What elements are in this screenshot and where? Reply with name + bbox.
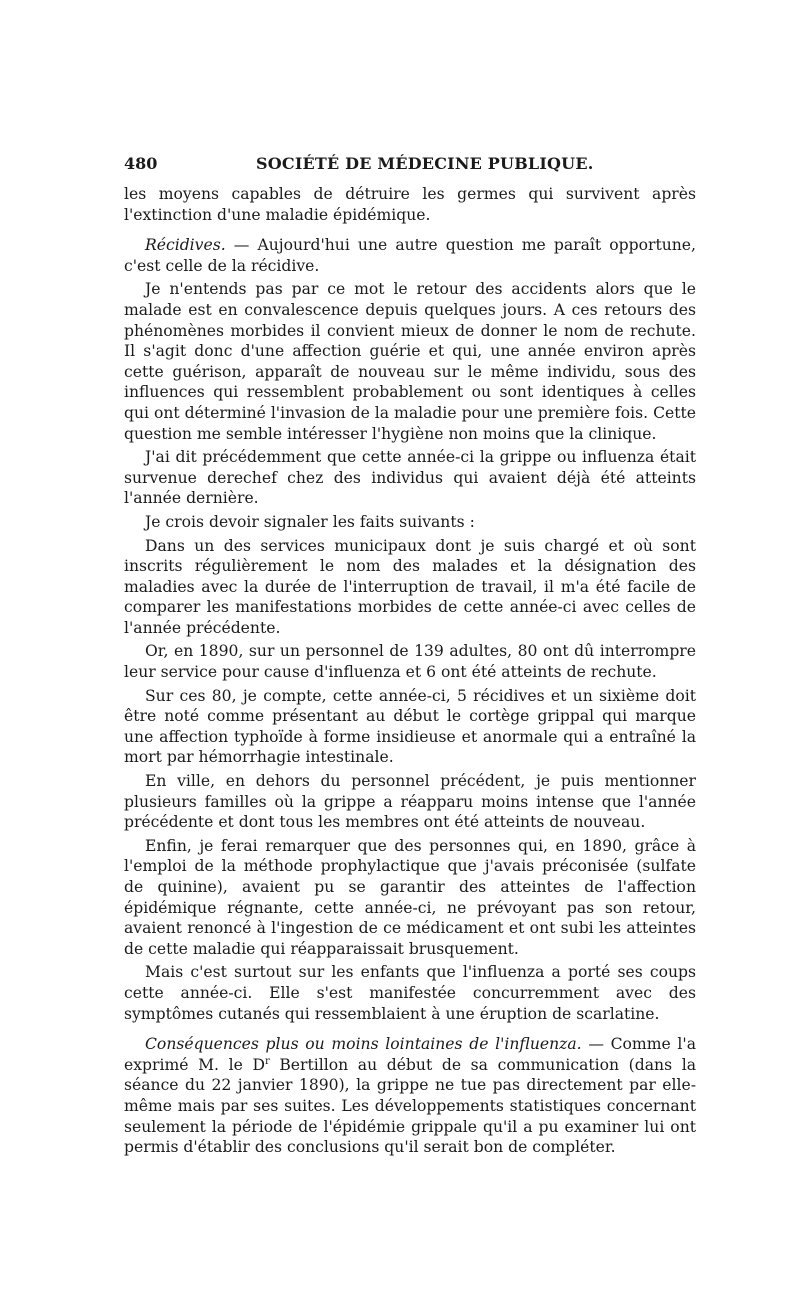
book-page	[124, 154, 696, 1158]
paragraph-text: Je n'entends pas par ce mot le retour des accidents alors que le malade est en convalescence depuis quelques jours. A ces retours des phénomènes morbides il convient mieux de donner le nom de rechute. Il s'agit donc d'une affection guérie et qui, une année environ après cette guérison, apparaît de nouveau sur le même individu, sous des influences qui ressemblent probablement ou sont identiques à celles qui ont déterminé l'invasion de la maladie pour une première fois. Cette question me semble intéresser l'hygiène non moins que la clinique.	[124, 280, 696, 443]
paragraph-text: Dans un des services municipaux dont je suis chargé et où sont inscrits régulièrement le nom des malades et la désignation des maladies avec la durée de l'interruption de travail, il m'a été facile de comparer les manifestations morbides de cette année-ci avec celles de l'année précédente.	[124, 536, 696, 637]
paragraph-text: Enfin, je ferai remarquer que des personnes qui, en 1890, grâce à l'emploi de la méthode prophylactique que j'avais préconisée (sulfate de quinine), avaient pu se garantir des atteintes de l'affection épidémique régnante, cette année-ci, ne prévoyant pas son retour, avaient renoncé à l'ingestion de ce médicament et ont subi les atteintes de cette maladie qui réapparaissait brusquement.	[124, 836, 696, 958]
paragraph-recidives	[124, 235, 696, 276]
running-head: SOCIÉTÉ DE MÉDECINE PUBLIQUE.	[256, 154, 594, 173]
paragraph-text: les moyens capables de détruire les germes qui survivent après l'extinction d'une maladie épidémique.	[124, 185, 696, 224]
paragraph-text: Je crois devoir signaler les faits suivants :	[145, 512, 475, 531]
paragraph-text: J'ai dit précédemment que cette année-ci la grippe ou influenza était survenue derechef chez des individus qui avaient déjà été atteints l'année dernière.	[124, 448, 696, 508]
page-header	[124, 154, 696, 184]
paragraph	[124, 536, 696, 639]
section-heading-consequences: Conséquences plus ou moins lointaines de l'influenza.	[145, 1035, 582, 1054]
paragraph-text: Or, en 1890, sur un personnel de 139 adultes, 80 ont dû interrompre leur service pour cause d'influenza et 6 ont été atteints de rechute.	[124, 642, 696, 682]
paragraph	[124, 962, 696, 1024]
body-text	[124, 184, 696, 1158]
paragraph	[124, 279, 696, 444]
paragraph-text: Mais c'est surtout sur les enfants que l'influenza a porté ses coups cette année-ci. Elle s'est manifestée concurremment avec des symptômes cutanés qui ressemblaient à une éruption de scarlatine.	[124, 963, 696, 1023]
paragraph-continuation	[124, 184, 696, 225]
paragraph-consequences	[124, 1034, 696, 1158]
section-heading-recidives: Récidives.	[145, 236, 226, 255]
paragraph	[124, 641, 696, 682]
paragraph-text: Bertillon au début de sa communication (dans la séance du 22 janvier 1890), la grippe ne tue pas directement par elle-même mais par ses suites. Les développements statistiques concernant seulement la période de l'épidémie grippale qu'il a pu examiner lui ont permis d'établir des conclusions qu'il serait bon de compléter.	[124, 1055, 696, 1157]
paragraph-text: — Aujourd'hui une autre question me paraît opportune, c'est celle de la récidive.	[124, 236, 696, 275]
paragraph	[124, 512, 696, 533]
paragraph-text: En ville, en dehors du personnel précédent, je puis mentionner plusieurs familles où la grippe a réapparu moins intense que l'année précédente et dont tous les membres ont été atteints de nouveau.	[124, 772, 696, 832]
paragraph	[124, 771, 696, 833]
page-number: 480	[124, 154, 158, 173]
paragraph-text-before-superscript: — Comme l'a exprimé M. le D	[124, 1035, 697, 1074]
superscript: r	[264, 1055, 270, 1067]
paragraph-text: Sur ces 80, je compte, cette année-ci, 5 récidives et un sixième doit être noté comme présentant au début le cortège grippal qui marque une affection typhoïde à forme insidieuse et anormale qui a entraîné la mort par hémorrhagie intestinale.	[124, 686, 696, 767]
paragraph	[124, 447, 696, 509]
paragraph	[124, 686, 696, 768]
paragraph	[124, 836, 696, 960]
